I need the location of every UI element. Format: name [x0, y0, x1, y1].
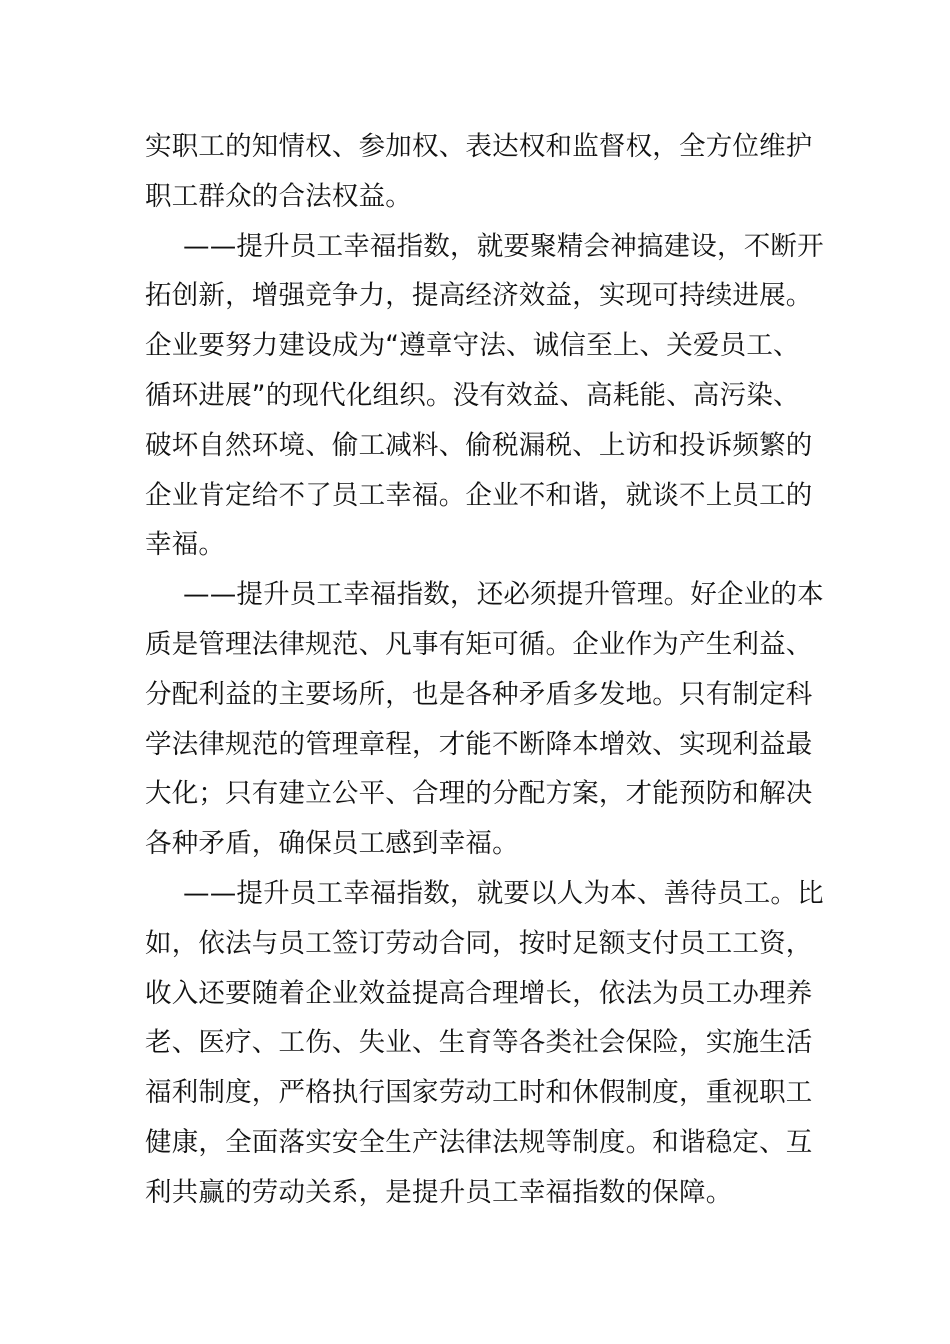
text-line: 企业肯定给不了员工幸福。企业不和谐，就谈不上员工的 — [145, 479, 813, 511]
paragraph-2 — [145, 222, 824, 571]
text-line: 循环进展”的现代化组织。没有效益、高耗能、高污染、 — [145, 379, 800, 411]
text-line: 学法律规范的管理章程，才能不断降本增效、实现利益最 — [145, 728, 813, 760]
document-page — [145, 122, 824, 1218]
text-line: ——提升员工幸福指数，还必须提升管理。好企业的本 — [183, 579, 824, 611]
paragraph-1 — [145, 122, 813, 222]
text-line: 职工群众的合法权益。 — [145, 180, 412, 212]
text-line: 利共赢的劳动关系，是提升员工幸福指数的保障。 — [145, 1176, 733, 1208]
text-line: 实职工的知情权、参加权、表达权和监督权，全方位维护 — [145, 131, 813, 162]
text-line: ——提升员工幸福指数，就要聚精会神搞建设，不断开 — [183, 230, 824, 262]
text-line: 分配利益的主要场所，也是各种矛盾多发地。只有制定科 — [145, 678, 813, 710]
text-line: 幸福。 — [145, 529, 226, 561]
text-line: 破坏自然环境、偷工减料、偷税漏税、上访和投诉频繁的 — [145, 429, 813, 461]
text-line: 收入还要随着企业效益提高合理增长，依法为员工办理养 — [145, 977, 813, 1009]
text-line: ——提升员工幸福指数，就要以人为本、善待员工。比 — [183, 877, 824, 909]
text-line: 老、医疗、工伤、失业、生育等各类社会保险，实施生活 — [145, 1027, 813, 1059]
text-line: 质是管理法律规范、凡事有矩可循。企业作为产生利益、 — [145, 628, 813, 660]
paragraph-3 — [145, 570, 824, 869]
text-line: 各种矛盾，确保员工感到幸福。 — [145, 828, 519, 860]
text-line: 大化；只有建立公平、合理的分配方案，才能预防和解决 — [145, 778, 813, 810]
paragraph-4 — [145, 869, 824, 1218]
text-line: 福利制度，严格执行国家劳动工时和休假制度，重视职工 — [145, 1077, 813, 1109]
text-line: 健康，全面落实安全生产法律法规等制度。和谐稳定、互 — [145, 1126, 813, 1158]
text-line: 企业要努力建设成为“遵章守法、诚信至上、关爱员工、 — [145, 330, 800, 362]
text-line: 如，依法与员工签订劳动合同，按时足额支付员工工资， — [145, 927, 813, 959]
text-line: 拓创新，增强竞争力，提高经济效益，实现可持续进展。 — [145, 280, 813, 312]
